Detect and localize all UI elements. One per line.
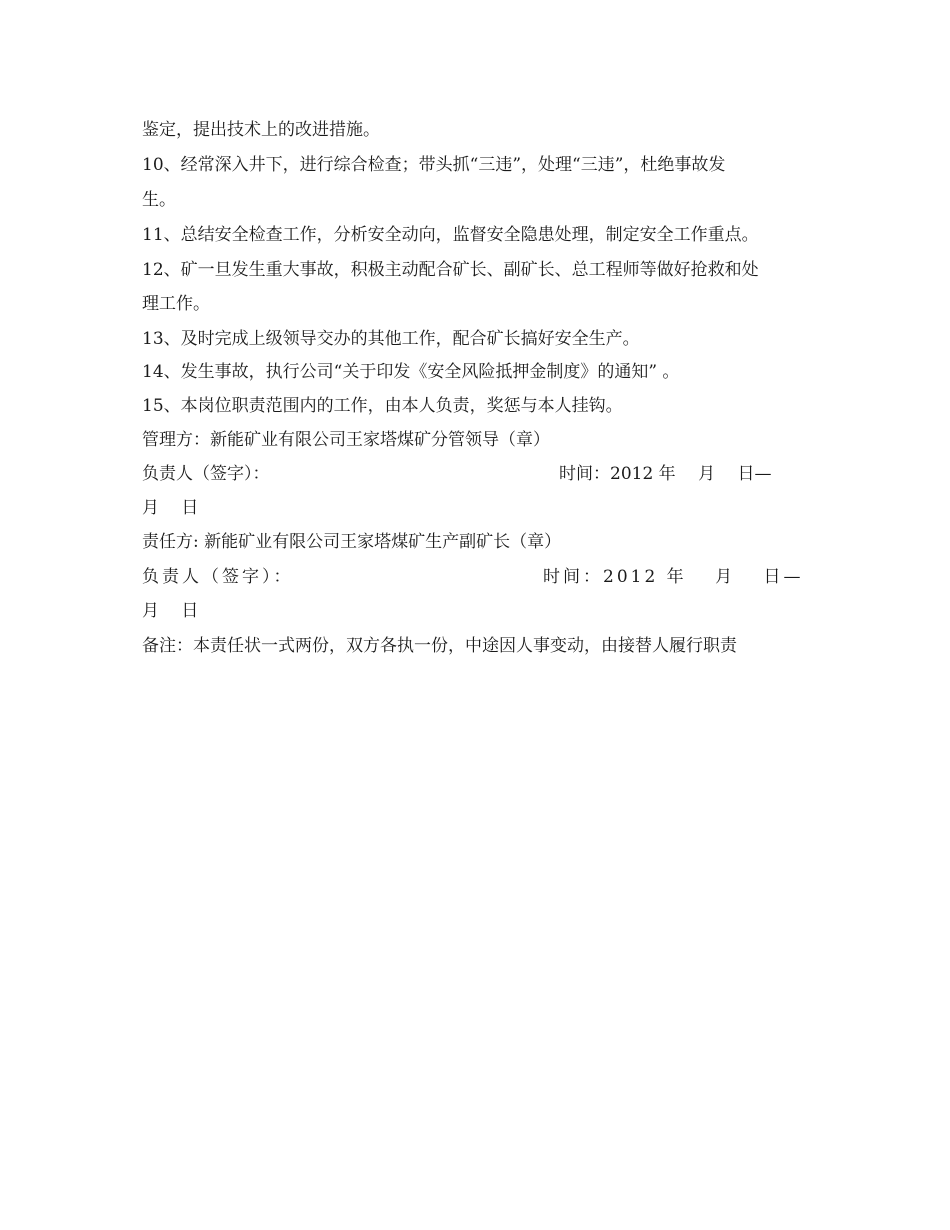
duty-item-12-cont: 理工作。 — [142, 294, 210, 314]
management-time-cont: 月 日 — [142, 498, 199, 518]
duty-item-12: 12、矿一旦发生重大事故，积极主动配合矿长、副矿长、总工程师等做好抢救和处 — [142, 260, 759, 280]
duty-item-14: 14、发生事故，执行公司“关于印发《安全风险抵押金制度》的通知” 。 — [142, 362, 680, 382]
duty-item-10: 10、经常深入井下，进行综合检查；带头抓“三违”，处理“三违”，杜绝事故发 — [142, 155, 726, 175]
duty-item-15: 15、本岗位职责范围内的工作，由本人负责，奖惩与本人挂钩。 — [142, 396, 623, 416]
management-signer-label: 负责人（签字）： — [142, 464, 270, 484]
management-party: 管理方：新能矿业有限公司王家塔煤矿分管领导（章） — [142, 430, 550, 450]
responsible-time: 时间：2012 年 月 日— — [543, 567, 804, 587]
remark-note: 备注：本责任状一式两份，双方各执一份，中途因人事变动，由接替人履行职责 — [142, 636, 737, 656]
duty-item-13: 13、及时完成上级领导交办的其他工作，配合矿长搞好安全生产。 — [142, 329, 640, 349]
responsible-signer-label: 负责人（签字）： — [142, 567, 294, 587]
duty-item-10-cont: 生。 — [142, 190, 176, 210]
duty-line-1: 鉴定，提出技术上的改进措施。 — [142, 120, 380, 140]
responsible-party: 责任方: 新能矿业有限公司王家塔煤矿生产副矿长（章） — [142, 532, 562, 552]
responsible-time-cont: 月 日 — [142, 601, 199, 621]
duty-item-11: 11、总结安全检查工作，分析安全动向，监督安全隐患处理，制定安全工作重点。 — [142, 225, 759, 245]
management-time: 时间：2012 年 月 日— — [559, 464, 772, 484]
